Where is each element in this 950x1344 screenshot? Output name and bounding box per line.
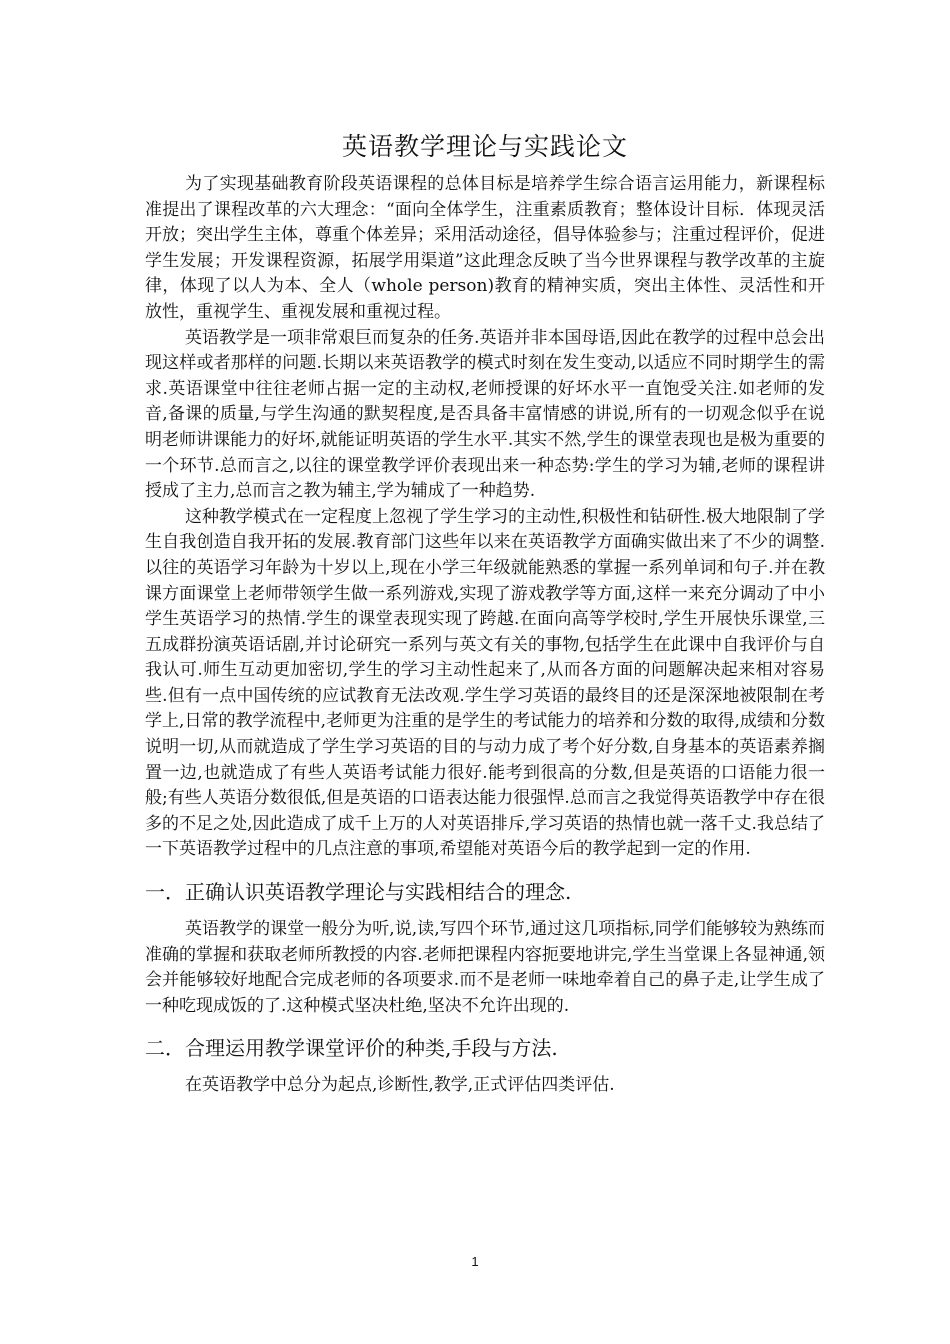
intro-paragraph-2: 英语教学是一项非常艰巨而复杂的任务.英语并非本国母语,因此在教学的过程中总会出现这样或者那样的问题.长期以来英语教学的模式时刻在发生变动,以适应不同时期学生的需求.英语课堂中往往老师占据一定的主动权,老师授课的好坏水平一直饱受关注.如老师的发音,备课的质量,与学生沟通的默契程度,是否具备丰富情感的讲说,所有的一切观念似乎在说明老师讲课能力的好坏,就能证明英语的学生水平.其实不然,学生的课堂表现也是极为重要的一个环节.总而言之,以往的课堂教学评价表现出来一种态势:学生的学习为辅,老师的课程讲授成了主力,总而言之教为辅主,学为辅成了一种趋势.	[145, 327, 825, 502]
intro-paragraph-1: 为了实现基础教育阶段英语课程的总体目标是培养学生综合语言运用能力，新课程标准提出了课程改革的六大理念：“面向全体学生，注重素质教育；整体设计目标．体现灵活开放；突出学生主体，尊重个体差异；采用活动途径，倡导体验参与；注重过程评价，促进学生发展；开发课程资源，拓展学用渠道”这此理念反映了当今世界课程与教学改革的主旋律，体现了以人为本、全人（whole person)教育的精神实质，突出主体性、灵活性和开放性，重视学生、重视发展和重视过程。	[145, 174, 825, 322]
section-1-paragraph: 英语教学的课堂一般分为听,说,读,写四个环节,通过这几项指标,同学们能够较为熟练而准确的掌握和获取老师所教授的内容.老师把课程内容扼要地讲完,学生当堂课上各显神通,领会并能够较好地配合完成老师的各项要求.而不是老师一味地牵着自己的鼻子走,让学生成了一种吃现成饭的了.这种模式坚决杜绝,坚决不允许出现的.	[145, 919, 825, 1016]
intro-paragraph-3: 这种教学模式在一定程度上忽视了学生学习的主动性,积极性和钻研性.极大地限制了学生自我创造自我开拓的发展.教育部门这些年以来在英语教学方面确实做出来了不少的调整.以往的英语学习年龄为十岁以上,现在小学三年级就能熟悉的掌握一系列单词和句子.并在教课方面课堂上老师带领学生做一系列游戏,实现了游戏教学等方面,这样一来充分调动了中小学生英语学习的热情.学生的课堂表现实现了跨越.在面向高等学校时,学生开展快乐课堂,三五成群扮演英语话剧,并讨论研究一系列与英文有关的事物,包括学生在此课中自我评价与自我认可.师生互动更加密切,学生的学习主动性起来了,从而各方面的问题解决起来相对容易些.但有一点中国传统的应试教育无法改观.学生学习英语的最终目的还是深深地被限制在考学上,日常的教学流程中,老师更为注重的是学生的考试能力的培养和分数的取得,成绩和分数说明一切,从而就造成了学生学习英语的目的与动力成了考个好分数,自身基本的英语素养搁置一边,也就造成了有些人英语考试能力很好.能考到很高的分数,但是英语的口语能力很一般;有些人英语分数很低,但是英语的口语表达能力很强悍.总而言之我觉得英语教学中存在很多的不足之处,因此造成了成千上万的人对英语排斥,学习英语的热情也就一落千丈.我总结了一下英语教学过程中的几点注意的事项,希望能对英语今后的教学起到一定的作用.	[145, 506, 825, 860]
section-1-heading: 一．正确认识英语教学理论与实践相结合的理念.	[145, 880, 572, 905]
section-2-heading: 二．合理运用教学课堂评价的种类,手段与方法.	[145, 1036, 558, 1061]
section-2-paragraph: 在英语教学中总分为起点,诊断性,教学,正式评估四类评估.	[185, 1075, 615, 1096]
page-number: 1	[471, 1254, 479, 1269]
document-page	[145, 130, 825, 1099]
document-title: 英语教学理论与实践论文	[341, 132, 628, 161]
